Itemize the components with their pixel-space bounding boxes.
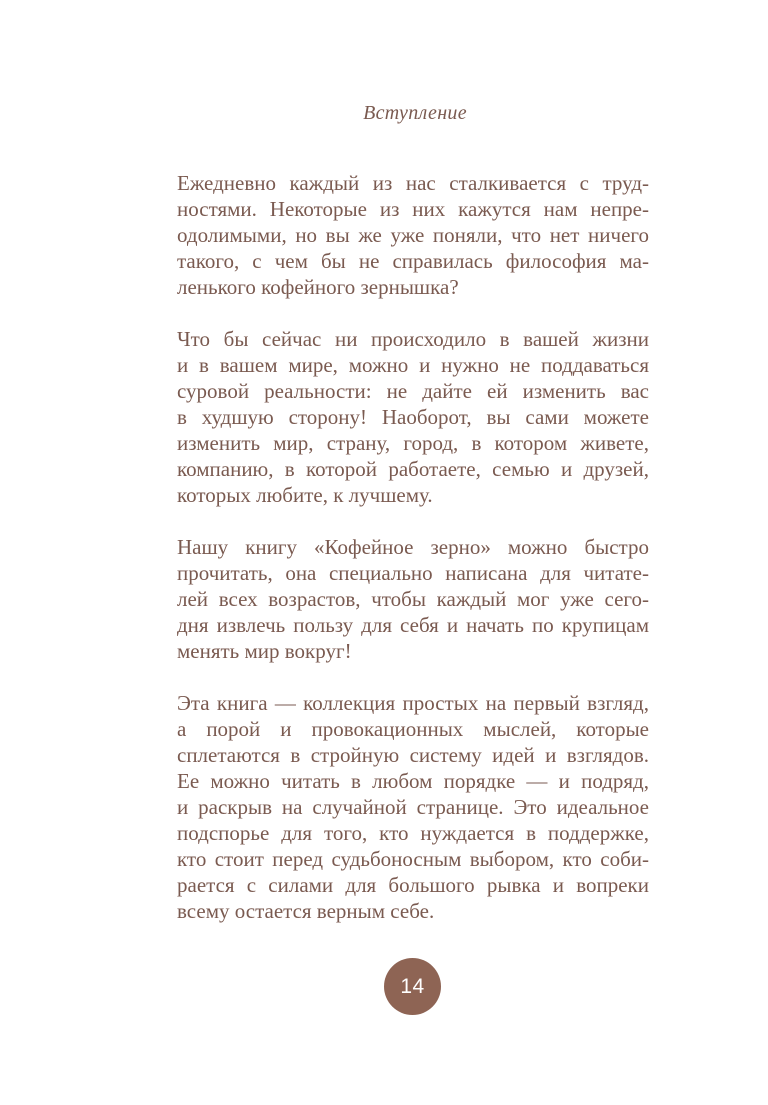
paragraph-4 xyxy=(177,690,649,924)
text-line: прочитать, она специально написана для читате- xyxy=(177,561,649,585)
text-line: которых любите, к лучшему. xyxy=(177,483,433,507)
text-line: дня извлечь пользу для себя и начать по крупицам xyxy=(177,613,649,637)
body-text xyxy=(177,170,649,950)
text-line: Ее можно читать в любом порядке — и подряд, xyxy=(177,769,649,793)
text-line: сплетаются в стройную систему идей и взглядов. xyxy=(177,743,649,767)
text-line: ленького кофейного зернышка? xyxy=(177,275,459,299)
text-line: одолимыми, но вы же уже поняли, что нет ничего xyxy=(177,223,649,247)
page-number: 14 xyxy=(400,974,425,998)
text-line: в худшую сторону! Наоборот, вы сами можете xyxy=(177,405,649,429)
text-line: рается с силами для большого рывка и вопреки xyxy=(177,873,649,897)
text-line: Что бы сейчас ни происходило в вашей жизни xyxy=(177,327,649,351)
paragraph-2 xyxy=(177,326,649,508)
text-line: Ежедневно каждый из нас сталкивается с труд- xyxy=(177,171,649,195)
paragraph-3 xyxy=(177,534,649,664)
text-line: компанию, в которой работаете, семью и друзей, xyxy=(177,457,649,481)
page-number-badge xyxy=(384,958,441,1015)
running-title: Вступление xyxy=(363,102,467,124)
text-line: кто стоит перед судьбоносным выбором, кто соби- xyxy=(177,847,649,871)
text-line: такого, с чем бы не справилась философия ма- xyxy=(177,249,649,273)
text-line: лей всех возрастов, чтобы каждый мог уже сего- xyxy=(177,587,649,611)
text-line: изменить мир, страну, город, в котором живете, xyxy=(177,431,649,455)
text-line: менять мир вокруг! xyxy=(177,639,352,663)
text-line: суровой реальности: не дайте ей изменить вас xyxy=(177,379,649,403)
text-line: Эта книга — коллекция простых на первый взгляд, xyxy=(177,691,649,715)
text-line: и в вашем мире, можно и нужно не поддаваться xyxy=(177,353,649,377)
text-line: всему остается верным себе. xyxy=(177,899,435,923)
text-line: и раскрыв на случайной странице. Это идеальное xyxy=(177,795,649,819)
text-line: ностями. Некоторые из них кажутся нам непре- xyxy=(177,197,649,221)
text-line: а порой и провокационных мыслей, которые xyxy=(177,717,649,741)
text-line: подспорье для того, кто нуждается в поддержке, xyxy=(177,821,649,845)
paragraph-1 xyxy=(177,170,649,300)
text-line: Нашу книгу «Кофейное зерно» можно быстро xyxy=(177,535,649,559)
